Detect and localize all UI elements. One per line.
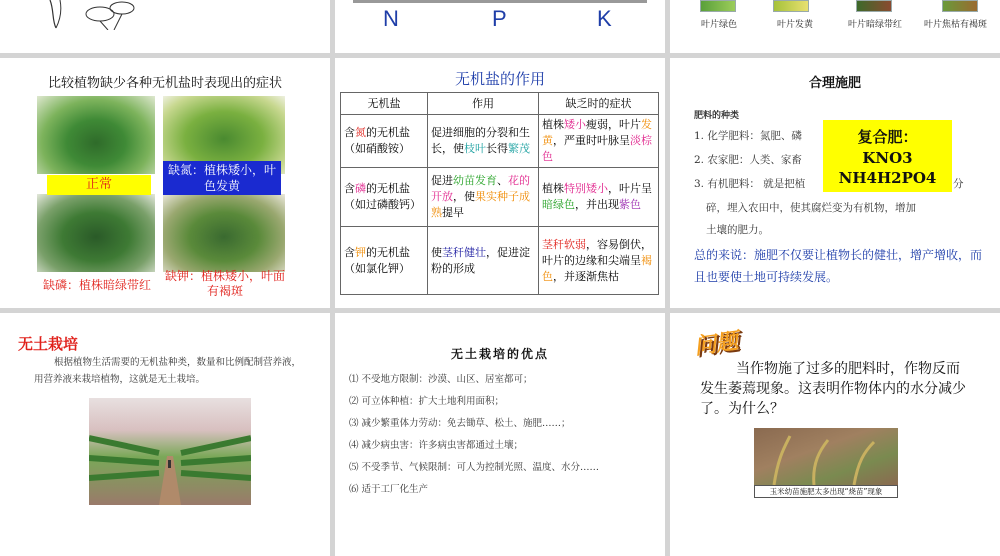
cell-effect — [428, 227, 539, 295]
seedling-drawing — [754, 428, 898, 485]
question-text: 当作物施了过多的肥料时，作物反而发生萎蔫现象。这表明作物体内的水分减少了。为什么？ — [700, 361, 966, 417]
label-normal: 正常 — [47, 175, 151, 195]
seedling-caption: 玉米幼苗施肥太多出现“烧苗”现象 — [754, 485, 898, 498]
slide-rational-fertilization — [670, 58, 1000, 308]
compound-title: 复合肥： — [857, 128, 918, 146]
text: 提早 — [442, 206, 464, 219]
caption-scorched: 叶片焦枯有褐斑 — [924, 20, 988, 30]
slide-soilless-advantages — [335, 313, 665, 556]
table-row — [341, 168, 659, 227]
burnt-seedling-image — [754, 428, 898, 485]
text-highlight: 淡棕色 — [542, 134, 652, 163]
label-p-deficient: 缺磷：植株暗绿带红 — [42, 278, 151, 292]
text-highlight: 果实种子成熟 — [431, 190, 530, 219]
advantage-item: ⑵ 可立体种植：扩大土地利用面积； — [349, 396, 505, 407]
text-highlight: 发黄 — [542, 118, 652, 147]
slide-question — [670, 313, 1000, 556]
text-highlight: 幼苗发育 — [453, 174, 497, 187]
text: 的无机盐（如氯化钾） — [344, 245, 410, 275]
slide8-title: 无土栽培的优点 — [450, 347, 549, 361]
slide6-subtitle: 肥料的种类 — [694, 111, 740, 121]
slide6-title: 合理施肥 — [808, 76, 861, 91]
caption-green: 叶片绿色 — [701, 20, 738, 30]
text-highlight: 花的开放 — [431, 174, 530, 203]
cell-salt — [341, 115, 428, 168]
advantage-item: ⑹ 适于工厂化生产 — [349, 484, 429, 495]
slide7-body: 根据植物生活需要的无机盐种类，数量和比例配制营养液，用营养液来栽培植物，这就是无土栽培。 — [34, 357, 302, 385]
text: 、 — [497, 174, 508, 187]
text-highlight: 茎秆健壮 — [442, 245, 486, 259]
slide-inorganic-salt-functions — [335, 58, 665, 308]
greenhouse-rows-drawing — [89, 398, 251, 505]
text: ，容易倒伏，叶片的边缘和尖端呈 — [542, 237, 652, 267]
leaf-image-green — [700, 0, 736, 12]
text-highlight: 褐色 — [542, 253, 652, 283]
text: ，并出现 — [575, 198, 619, 211]
advantage-item: ⑴ 不受地方限制：沙漠、山区、居室都可； — [349, 374, 533, 385]
plant-sketch-image — [40, 0, 150, 30]
advantage-item: ⑶ 减少繁重体力劳动：免去锄草、松土、施肥……； — [349, 418, 571, 429]
fertilizer-summary: 总的来说：施肥不仅要让植物长的健壮，增产增收，而且也要使土地可持续发展。 — [694, 248, 983, 284]
table-row — [341, 227, 659, 295]
text-highlight: 矮小 — [564, 118, 586, 131]
formula-nh4h2po4: NH4H2PO4 — [838, 169, 937, 187]
header-salt: 无机盐 — [341, 93, 428, 115]
fertilizer-line-3-end: 分 — [953, 178, 964, 190]
fertilizer-line-1: 1. 化学肥料：氮肥、磷 — [694, 130, 802, 142]
text: ，叶片呈 — [608, 182, 652, 195]
text: 含 — [344, 245, 355, 259]
slide7-title: 无土栽培 — [18, 335, 79, 353]
text: 含 — [344, 182, 355, 195]
cell-symptom — [539, 115, 659, 168]
slide-npk — [335, 0, 665, 53]
cell-symptom — [539, 227, 659, 295]
advantage-item: ⑷ 减少病虫害：许多病虫害都通过土壤； — [349, 440, 524, 451]
text: 长得 — [486, 142, 508, 155]
text-highlight: 繁茂 — [508, 142, 530, 155]
image-bottom-edge — [353, 0, 647, 3]
compound-fertilizer-box — [823, 120, 952, 192]
text: 瘦弱，叶片 — [586, 118, 641, 131]
text: 使 — [431, 245, 442, 259]
text: ，严重时叶脉呈 — [553, 134, 630, 147]
text-highlight: 枝叶 — [464, 142, 486, 155]
fertilizer-line-4: 碎，埋入农田中，使其腐烂变为有机物，增加 — [706, 202, 916, 214]
cell-symptom — [539, 168, 659, 227]
leaf-image-yellow — [773, 0, 809, 12]
plant-p-deficient-image — [37, 194, 155, 272]
slide-leaf-colors — [670, 0, 1000, 53]
fertilizer-line-5: 土壤的肥力。 — [706, 224, 769, 236]
cell-effect — [428, 168, 539, 227]
npk-n: N — [383, 6, 399, 31]
leaf-image-scorched — [942, 0, 978, 12]
label-n-deficient: 缺氮：植株矮小，叶色发黄 — [163, 161, 281, 195]
fertilizer-line-2: 2. 农家肥：人类、家畜 — [694, 154, 802, 166]
slide-soilless-culture — [0, 313, 330, 556]
npk-p: P — [492, 6, 507, 31]
cell-salt — [341, 168, 428, 227]
text: 植株 — [542, 182, 564, 195]
text-highlight: 钾 — [355, 245, 366, 259]
text: 促进细胞的分裂和生长，使 — [431, 126, 530, 155]
question-badge: 问题 — [692, 329, 740, 360]
text-highlight: 暗绿色 — [542, 198, 575, 211]
text: ，使 — [453, 190, 475, 203]
cell-salt — [341, 227, 428, 295]
text: ，促进淀粉的形成 — [431, 245, 530, 275]
greenhouse-image — [89, 398, 251, 505]
header-effect: 作用 — [428, 93, 539, 115]
table-row — [341, 115, 659, 168]
formula-kno3: KNO3 — [862, 149, 913, 167]
label-k-deficient: 缺钾：植株矮小，叶面有褐斑 — [164, 269, 285, 298]
caption-darkred: 叶片暗绿带红 — [848, 20, 903, 30]
leaf-image-darkred — [856, 0, 892, 12]
cell-effect — [428, 115, 539, 168]
text: 的无机盐（如过磷酸钙） — [344, 182, 421, 211]
text: 植株 — [542, 118, 564, 131]
npk-k: K — [597, 6, 612, 31]
text: ，并逐渐焦枯 — [553, 269, 619, 283]
caption-yellow: 叶片发黄 — [777, 20, 814, 30]
slide-deficiency-comparison — [0, 58, 330, 308]
slide4-title: 比较植物缺少各种无机盐时表现出的症状 — [47, 76, 282, 91]
text: 含 — [344, 126, 355, 139]
text-highlight: 氮 — [355, 126, 366, 139]
fertilizer-line-3: 3. 有机肥料： 就是把植 — [694, 178, 806, 190]
table-header-row — [341, 93, 659, 115]
text-highlight: 磷 — [355, 182, 366, 195]
advantage-item: ⑸ 不受季节、气候限制：可人为控制光照、温度、水分…… — [349, 462, 600, 473]
slide-plant-sketch — [0, 0, 330, 53]
text-highlight: 紫色 — [619, 198, 641, 211]
text: 促进 — [431, 174, 453, 187]
plant-k-deficient-image — [163, 194, 285, 272]
text-highlight: 茎秆软弱 — [542, 237, 586, 251]
text: 的无机盐（如硝酸铵） — [344, 126, 410, 155]
text-highlight: 特别矮小 — [564, 182, 608, 195]
plant-normal-image — [37, 96, 155, 174]
slide5-title: 无机盐的作用 — [454, 70, 545, 88]
salt-table — [340, 92, 659, 295]
header-symptom: 缺乏时的症状 — [539, 93, 659, 115]
